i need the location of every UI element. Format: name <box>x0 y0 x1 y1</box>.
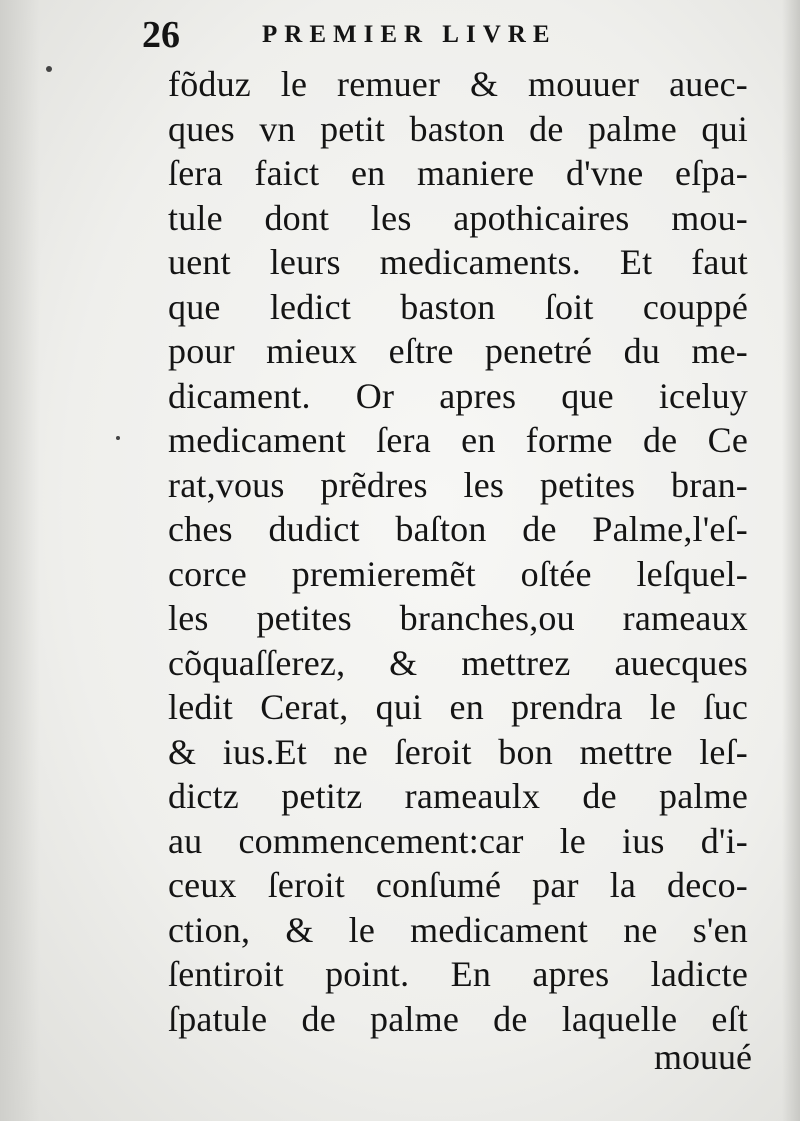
text-line: au commencement:car le ius d'i- <box>168 820 748 861</box>
text-line: tule dont les apothicaires mou- <box>168 197 748 238</box>
text-line: ction, & le medicament ne s'en <box>168 909 748 950</box>
text-line: rat,vous prẽdres les petites bran- <box>168 464 748 505</box>
text-line: corce premieremẽt oſtée leſquel- <box>168 553 748 594</box>
page-edge-shadow-right <box>782 0 800 1121</box>
text-line: ſera faict en maniere d'vne eſpa- <box>168 153 748 193</box>
text-line: ceux ſeroit conſumé par la deco- <box>168 865 748 905</box>
text-line: pour mieux eſtre penetré du me- <box>168 331 748 371</box>
text-line: & ius.Et ne ſeroit bon mettre leſ- <box>168 731 748 772</box>
text-line: ques vn petit baston de palme qui <box>168 108 748 149</box>
text-line: les petites branches,ou rameaux <box>168 598 748 638</box>
ink-speck <box>46 66 52 72</box>
text-line: ches dudict baſton de Palme,l'eſ- <box>168 509 748 549</box>
text-line: dictz petitz rameaulx de palme <box>168 776 748 816</box>
text-line: dicament. Or apres que iceluy <box>168 375 748 416</box>
page-header <box>142 14 622 56</box>
text-line: que ledict baston ſoit couppé <box>168 286 748 327</box>
text-line: medicament ſera en forme de Ce <box>168 420 748 460</box>
text-line: ſentiroit point. En apres ladicte <box>168 954 748 994</box>
text-line: uent leurs medicaments. Et faut <box>168 242 748 282</box>
text-line: ledit Cerat, qui en prendra le ſuc <box>168 687 748 727</box>
text-line: ſpatule de palme de laquelle eſt <box>168 998 748 1039</box>
text-line: cõquaſſerez, & mettrez auecques <box>168 642 748 683</box>
text-line: fõduz le remuer & mouuer auec- <box>168 64 748 104</box>
ink-speck <box>116 436 120 440</box>
page-edge-shadow <box>0 0 40 1121</box>
running-head: PREMIER LIVRE <box>262 21 557 48</box>
catchword: mouué <box>654 1037 752 1077</box>
page-number: 26 <box>142 14 180 56</box>
body-text <box>168 62 748 1041</box>
